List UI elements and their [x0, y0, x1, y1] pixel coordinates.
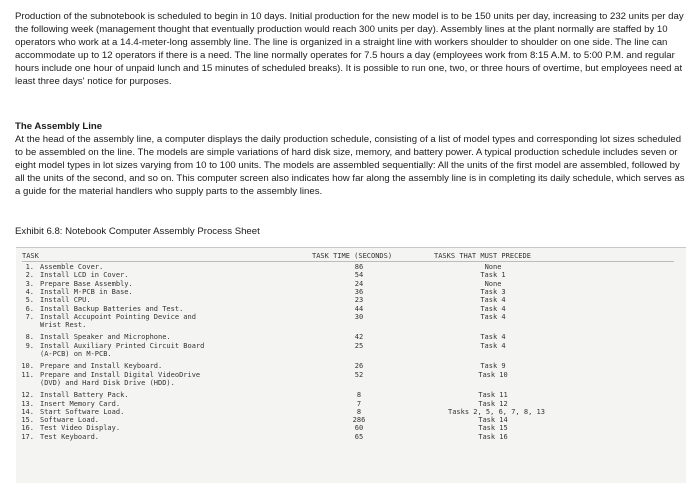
header-task-time: TASK TIME (SECONDS) [312, 252, 393, 260]
task-precedence: Task 1 [480, 271, 506, 280]
task-precedence: None [484, 263, 502, 271]
task-number: 12. [21, 391, 34, 400]
task-time: 86 [354, 263, 364, 271]
task-number: 2. [25, 271, 34, 280]
task-time: 8 [356, 407, 362, 416]
task-precedence: Task 11 [478, 391, 508, 400]
task-precedence: Task 4 [480, 296, 506, 305]
task-precedence: Task 12 [478, 399, 508, 408]
task-number: 13. [21, 399, 34, 408]
task-precedence: Tasks 2, 5, 6, 7, 8, 13 [448, 407, 545, 416]
task-time: 25 [354, 341, 364, 350]
task-number: 9. [25, 341, 34, 350]
task-description-continued: (DVD) and Hard Disk Drive (HDD). [40, 378, 175, 387]
task-time: 42 [354, 333, 364, 342]
task-number: 14. [21, 407, 34, 416]
task-description: Install Auxiliary Printed Circuit Board [40, 341, 205, 350]
task-number: 1. [25, 263, 34, 271]
task-time: 286 [352, 416, 366, 425]
task-time: 30 [354, 312, 364, 321]
task-time: 65 [354, 432, 364, 441]
task-time: 52 [354, 370, 364, 379]
task-precedence: Task 16 [478, 432, 508, 441]
task-time: 7 [356, 399, 362, 408]
task-number: 17. [21, 432, 34, 441]
task-precedence: Task 14 [478, 416, 508, 425]
task-description: Assemble Cover. [40, 263, 104, 271]
task-precedence: Task 4 [480, 333, 506, 342]
task-description: Install Backup Batteries and Test. [40, 304, 184, 313]
task-number: 10. [21, 362, 34, 371]
task-time: 44 [354, 304, 364, 313]
task-description: Start Software Load. [40, 407, 125, 416]
task-precedence: Task 4 [480, 341, 506, 350]
task-description-continued: Wrist Rest. [40, 321, 87, 330]
task-description-continued: (A-PCB) on M-PCB. [40, 349, 112, 358]
task-number: 4. [25, 287, 34, 296]
task-description: Install CPU. [40, 296, 91, 305]
task-time: 26 [354, 362, 364, 371]
exhibit-caption: Exhibit 6.8: Notebook Computer Assembly Process Sheet [15, 226, 260, 237]
task-description: Prepare Base Assembly. [40, 279, 133, 288]
task-description: Insert Memory Card. [40, 399, 121, 408]
task-time: 8 [356, 391, 362, 400]
task-description: Install LCD in Cover. [40, 271, 129, 280]
task-number: 8. [25, 333, 34, 342]
task-description: Prepare and Install Keyboard. [40, 362, 163, 371]
task-description: Prepare and Install Digital VideoDrive [40, 370, 201, 379]
task-time: 54 [354, 271, 364, 280]
task-time: 24 [354, 279, 364, 288]
assembly-line-paragraph: At the head of the assembly line, a computer displays the daily production schedule, consisting of a list of model types and corresponding lot sizes scheduled to be assembled on the line. The models are simple variations of hard disk size, memory, and battery power. A typical production schedule includes seven or eight model types in lot sizes varying from 10 to 100 units. The models are assembled sequentially: All the units of the first model are assembled, followed by all the units of the second, and so on. This computer screen also indicates how far along the assembly line is in completing its daily schedule, which serves as a guide for the material handlers who supply parts to the assembly lines. [15, 134, 685, 197]
task-precedence: Task 10 [478, 370, 508, 379]
task-description: Install Battery Pack. [40, 391, 129, 400]
task-precedence: Task 15 [478, 424, 508, 433]
task-number: 5. [25, 296, 34, 305]
task-number: 16. [21, 424, 34, 433]
task-precedence: Task 4 [480, 304, 506, 313]
task-time: 36 [354, 287, 364, 296]
header-divider [22, 261, 674, 262]
task-precedence: Task 9 [480, 362, 506, 371]
task-number: 11. [21, 370, 34, 379]
task-number: 6. [25, 304, 34, 313]
task-precedence: None [484, 279, 502, 288]
task-number: 3. [25, 279, 34, 288]
task-number: 7. [25, 312, 34, 321]
task-time: 60 [354, 424, 364, 433]
task-description: Software Load. [40, 416, 100, 425]
task-precedence: Task 4 [480, 312, 506, 321]
task-number: 15. [21, 416, 34, 425]
task-description: Test Video Display. [40, 424, 121, 433]
header-precede: TASKS THAT MUST PRECEDE [434, 252, 531, 260]
task-description: Install Accupoint Pointing Device and [40, 312, 196, 321]
task-description: Test Keyboard. [40, 432, 100, 441]
task-precedence: Task 3 [480, 287, 506, 296]
assembly-line-heading: The Assembly Line [15, 121, 103, 132]
process-sheet-table [16, 247, 686, 483]
header-task: TASK [22, 252, 39, 260]
task-description: Install Speaker and Microphone. [40, 333, 171, 342]
task-time: 23 [354, 296, 364, 305]
task-description: Install M-PCB in Base. [40, 287, 133, 296]
intro-paragraph: Production of the subnotebook is scheduled to begin in 10 days. Initial production for the new model is to be 150 units per day, increasing to 232 units per day the following week (management thought that eventually production would reach 300 units per day). Assembly lines at the plant normally are staffed by 10 operators who work at a 14.4-meter-long assembly line. The line is organized in a straight line with workers shoulder to shoulder on one side. The line can accommodate up to 12 operators if there is a need. The line normally operates for 7.5 hours a day (employees work from 8:15 A.M. to 5:00 P.M. and regular hours include one hour of unpaid lunch and 15 minutes of scheduled breaks). It is possible to run one, two, or three hours of overtime, but employees need at least three days' notice for purposes. [15, 11, 684, 87]
